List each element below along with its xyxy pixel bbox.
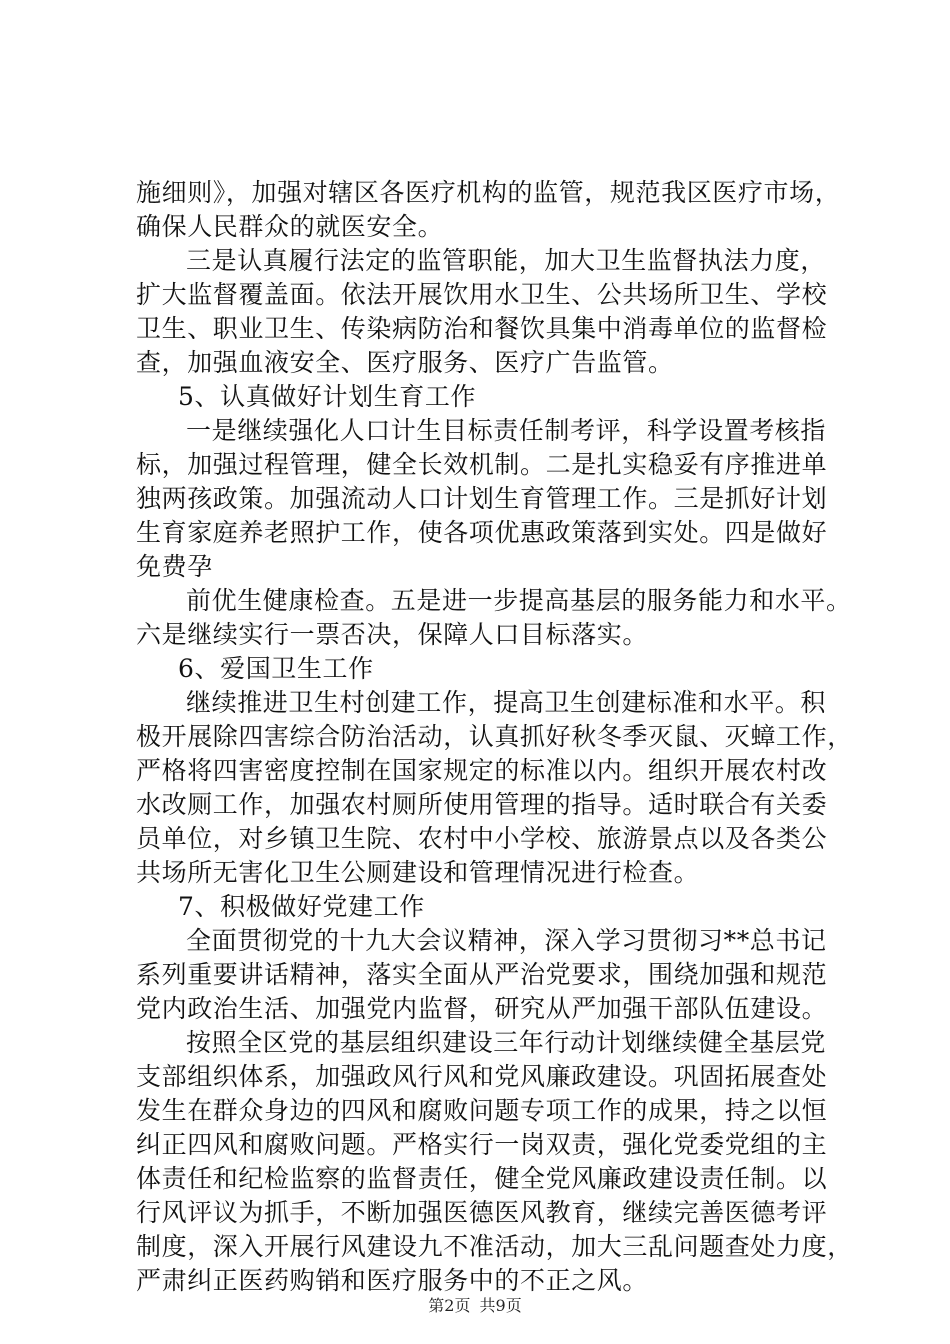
paragraph-line: 制度，深入开展行风建设九不准活动，加大三乱问题查处力度， (136, 1232, 853, 1261)
paragraph-line: 严肃纠正医药购销和医疗服务中的不正之风。 (136, 1266, 649, 1295)
paragraph-line: 系列重要讲话精神，落实全面从严治党要求，围绕加强和规范 (136, 960, 828, 989)
paragraph-line: 党内政治生活、加强党内监督，研究从严加强干部队伍建设。 (136, 994, 828, 1023)
paragraph-line: 扩大监督覆盖面。依法开展饮用水卫生、公共场所卫生、学校 (136, 280, 828, 309)
paragraph-line: 支部组织体系，加强政风行风和党风廉政建设。巩固拓展查处 (136, 1062, 828, 1091)
paragraph-line: 按照全区党的基层组织建设三年行动计划继续健全基层党 (186, 1028, 827, 1057)
paragraph-line: 继续推进卫生村创建工作，提高卫生创建标准和水平。积 (186, 688, 827, 717)
section-heading: 7、积极做好党建工作 (178, 892, 425, 921)
paragraph-line: 查，加强血液安全、医疗服务、医疗广告监管。 (136, 348, 674, 377)
page-total: 共9页 (479, 1296, 522, 1315)
section-heading: 5、认真做好计划生育工作 (178, 382, 477, 411)
paragraph-line: 严格将四害密度控制在国家规定的标准以内。组织开展农村改 (136, 756, 828, 785)
paragraph-line: 行风评议为抓手，不断加强医德医风教育，继续完善医德考评 (136, 1198, 828, 1227)
paragraph-line: 标，加强过程管理，健全长效机制。二是扎实稳妥有序推进单 (136, 450, 828, 479)
paragraph-line: 前优生健康检查。五是进一步提高基层的服务能力和水平。 (186, 586, 852, 615)
paragraph-line: 卫生、职业卫生、传染病防治和餐饮具集中消毒单位的监督检 (136, 314, 828, 343)
paragraph-line: 独两孩政策。加强流动人口计划生育管理工作。三是抓好计划 (136, 484, 828, 513)
paragraph-line: 体责任和纪检监察的监督责任，健全党风廉政建设责任制。以 (136, 1164, 828, 1193)
paragraph-line: 确保人民群众的就医安全。 (136, 212, 444, 241)
page-number: 第2页 (428, 1296, 471, 1315)
paragraph-line: 水改厕工作，加强农村厕所使用管理的指导。适时联合有关委 (136, 790, 828, 819)
paragraph-line: 免费孕 (136, 552, 213, 581)
paragraph-line: 全面贯彻党的十九大会议精神，深入学习贯彻习**总书记 (186, 926, 827, 955)
section-heading: 6、爱国卫生工作 (178, 654, 374, 683)
paragraph-line: 发生在群众身边的四风和腐败问题专项工作的成果，持之以恒 (136, 1096, 828, 1125)
paragraph-line: 共场所无害化卫生公厕建设和管理情况进行检查。 (136, 858, 700, 887)
page-footer (0, 1293, 950, 1316)
paragraph-line: 生育家庭养老照护工作，使各项优惠政策落到实处。四是做好 (136, 518, 828, 547)
paragraph-line: 施细则》，加强对辖区各医疗机构的监管，规范我区医疗市场， (136, 178, 841, 207)
document-body (136, 176, 853, 1298)
paragraph-line: 一是继续强化人口计生目标责任制考评，科学设置考核指 (186, 416, 827, 445)
paragraph-line: 极开展除四害综合防治活动，认真抓好秋冬季灭鼠、灭蟑工作， (136, 722, 853, 751)
paragraph-line: 纠正四风和腐败问题。严格实行一岗双责，强化党委党组的主 (136, 1130, 828, 1159)
paragraph-line: 员单位，对乡镇卫生院、农村中小学校、旅游景点以及各类公 (136, 824, 828, 853)
paragraph-line: 六是继续实行一票否决，保障人口目标落实。 (136, 620, 649, 649)
paragraph-line: 三是认真履行法定的监管职能，加大卫生监督执法力度， (186, 246, 827, 275)
